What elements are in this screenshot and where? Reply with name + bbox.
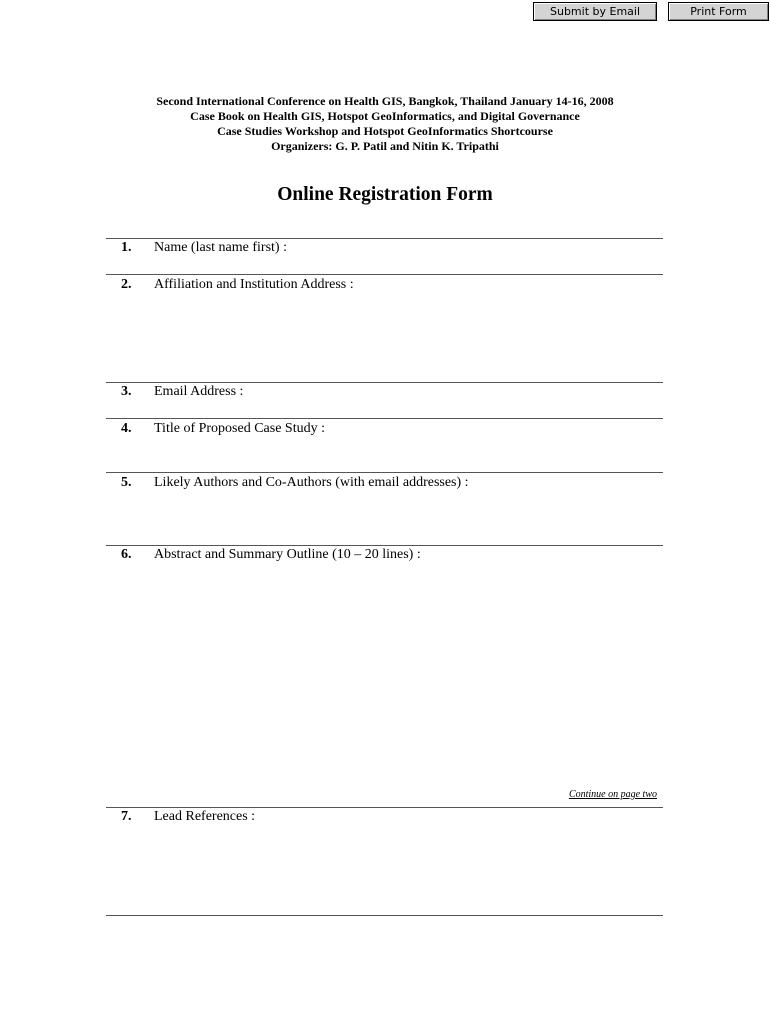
header-line-4: Organizers: G. P. Patil and Nitin K. Tripathi xyxy=(271,139,499,153)
case-study-title-field[interactable] xyxy=(106,419,663,472)
name-label: Name (last name first) : xyxy=(154,240,287,255)
header-line-1: Second International Conference on Health GIS, Bangkok, Thailand January 14-16, 2008 xyxy=(156,94,614,108)
submit-by-email-button[interactable]: Submit by Email xyxy=(533,2,657,21)
item-3-number: 3. xyxy=(121,384,132,399)
item-5-number: 5. xyxy=(121,475,132,490)
email-field[interactable] xyxy=(106,383,663,417)
references-label: Lead References : xyxy=(154,809,256,824)
print-form-button[interactable]: Print Form xyxy=(668,2,769,21)
conference-header xyxy=(0,94,770,154)
name-field[interactable] xyxy=(106,239,663,273)
abstract-label: Abstract and Summary Outline (10 – 20 lines) : xyxy=(154,547,421,562)
authors-label: Likely Authors and Co-Authors (with email addresses) : xyxy=(154,475,469,490)
item-7-number: 7. xyxy=(121,809,132,824)
affiliation-label: Affiliation and Institution Address : xyxy=(154,277,354,292)
header-line-2: Case Book on Health GIS, Hotspot GeoInformatics, and Digital Governance xyxy=(190,109,580,123)
references-field[interactable] xyxy=(106,808,663,914)
item-6-number: 6. xyxy=(121,547,132,562)
form-title: Online Registration Form xyxy=(277,184,493,205)
abstract-field[interactable] xyxy=(106,546,663,806)
authors-field[interactable] xyxy=(106,473,663,544)
item-4-number: 4. xyxy=(121,421,132,436)
item-2-number: 2. xyxy=(121,277,132,292)
divider-line xyxy=(106,915,663,916)
case-study-title-label: Title of Proposed Case Study : xyxy=(154,421,325,436)
continue-note: Continue on page two xyxy=(568,789,657,800)
affiliation-field[interactable] xyxy=(106,275,663,381)
item-1-number: 1. xyxy=(121,240,132,255)
email-label: Email Address : xyxy=(154,384,244,399)
header-line-3: Case Studies Workshop and Hotspot GeoInformatics Shortcourse xyxy=(217,124,553,138)
